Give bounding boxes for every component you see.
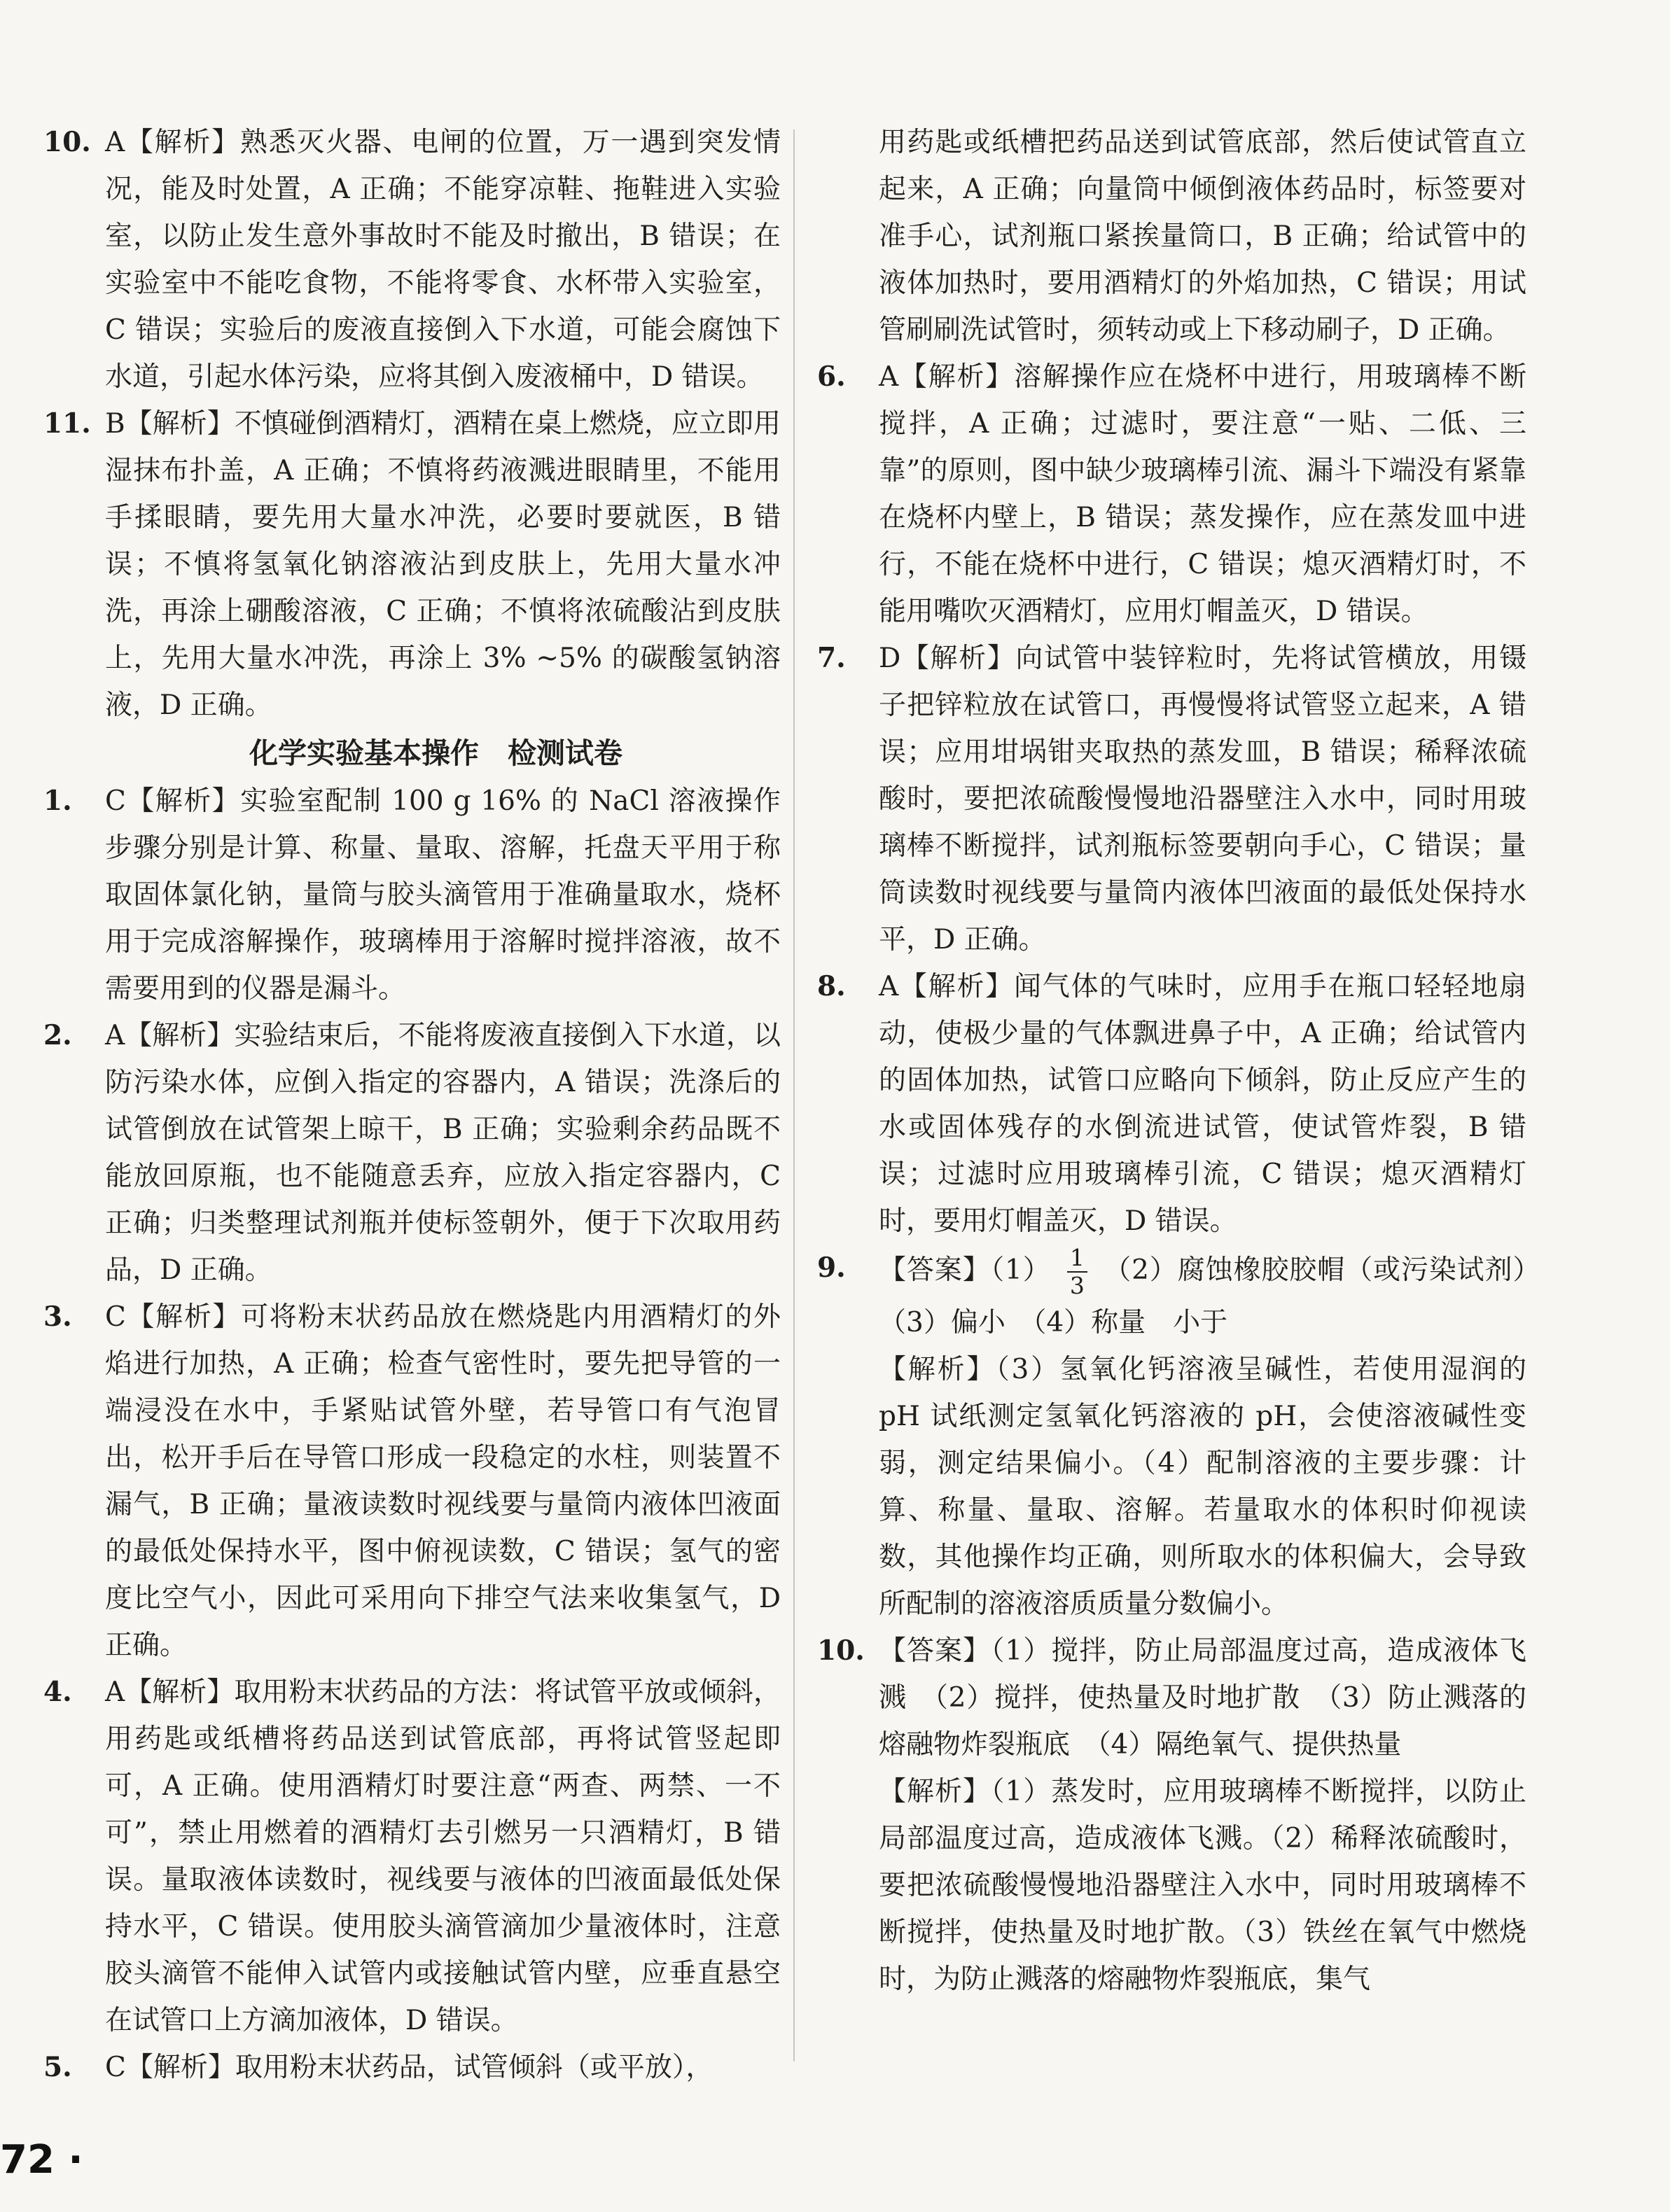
item-text: A【解析】闻气体的气味时，应用手在瓶口轻轻地扇动，使极少量的气体飘进鼻子中，A 正确；给试管内的固体加热，试管口应略向下倾斜，防止反应产生的水或固体残存的水倒流进试管，使试管炸裂，B 错误；过滤时应用玻璃棒引流，C 错误；熄灭酒精灯时，要用灯帽盖灭，D 错误。 [879, 971, 1526, 1237]
item-text: C【解析】可将粉末状药品放在燃烧匙内用酒精灯的外焰进行加热，A 正确；检查气密性时，要先把导管的一端浸没在水中，手紧贴试管外壁，若导管口有气泡冒出，松开手后在导管口形成一段稳定的水柱，则装置不漏气，B 正确；量液读数时视线要与量筒内液体凹液面的最低处保持水平，图中俯视读数，C 错误；氢气的密度比空气小，因此可采用向下排空气法来收集氢气，D 正确。 [105, 1301, 781, 1661]
answer-text: （2）腐蚀橡胶胶帽（或污染试剂） （3）偏小 （4）称量 小于 [879, 1254, 1554, 1338]
item-text: C【解析】实验室配制 100 g 16% 的 NaCl 溶液操作步骤分别是计算、称量、量取、溶解，托盘天平用于称取固体氯化钠，量筒与胶头滴管用于准确量取水，烧杯用于完成溶解操作，玻璃棒用于溶解时搅拌溶液，故不需要用到的仪器是漏斗。 [105, 785, 781, 1004]
item-number: 3. [43, 1301, 72, 1333]
answer-item-10-lab [809, 1628, 1526, 2003]
item-number: 7. [817, 642, 846, 674]
answer-prefix: 【答案】（1） [879, 1254, 1051, 1286]
answer-item-9 [809, 1244, 1554, 1628]
fraction-denominator: 3 [1069, 1272, 1085, 1299]
fraction [1067, 1245, 1087, 1299]
item-number: 2. [43, 1019, 72, 1051]
item-number: 9. [817, 1252, 846, 1284]
answer-item-10 [35, 119, 781, 400]
left-column [35, 119, 781, 2091]
item-text: A【解析】溶解操作应在烧杯中进行，用玻璃棒不断搅拌，A 正确；过滤时，要注意“一贴、二低、三靠”的原则，图中缺少玻璃棒引流、漏斗下端没有紧靠在烧杯内壁上，B 错误；蒸发操作，应在蒸发皿中进行，不能在烧杯中进行，C 错误；熄灭酒精灯时，不能用嘴吹灭酒精灯，应用灯帽盖灭，D 错误。 [879, 361, 1526, 627]
item-text: A【解析】熟悉灭火器、电闸的位置，万一遇到突发情况，能及时处置，A 正确；不能穿凉鞋、拖鞋进入实验室，以防止发生意外事故时不能及时撤出，B 错误；在实验室中不能吃食物，不能将零食、水杯带入实验室，C 错误；实验后的废液直接倒入下水道，可能会腐蚀下水道，引起水体污染，应将其倒入废液桶中，D 错误。 [105, 127, 781, 393]
item-text: A【解析】实验结束后，不能将废液直接倒入下水道，以防污染水体，应倒入指定的容器内，A 错误；洗涤后的试管倒放在试管架上晾干，B 正确；实验剩余药品既不能放回原瓶，也不能随意丢弃，应放入指定容器内，C 正确；归类整理试剂瓶并使标签朝外，便于下次取用药品，D 正确。 [105, 1020, 781, 1286]
answer-item-5 [35, 2044, 781, 2091]
section-title: 化学实验基本操作 检测试卷 [249, 736, 622, 770]
item-number: 11. [43, 407, 91, 440]
answer-item-7 [809, 635, 1526, 963]
answer-item-3 [35, 1294, 781, 1669]
answer-item-5-continued [809, 119, 1526, 354]
answer-text: 【答案】（1）搅拌，防止局部温度过高，造成液体飞溅 （2）搅拌，使热量及时地扩散 （3）防止溅落的熔融物炸裂瓶底 （4）隔绝氧气、提供热量 [879, 1635, 1526, 1760]
answer-item-2 [35, 1012, 781, 1294]
item-number: 8. [817, 970, 846, 1002]
analysis-text: 【解析】（3）氢氧化钙溶液呈碱性，若使用湿润的 pH 试纸测定氢氧化钙溶液的 pH，会使溶液碱性变弱，测定结果偏小。（4）配制溶液的主要步骤：计算、称量、量取、溶解。若量取水的体积时仰视读数，其他操作均正确，则所取水的体积偏大，会导致所配制的溶液溶质质量分数偏小。 [879, 1354, 1526, 1620]
item-number: 10. [817, 1634, 865, 1667]
item-text: 用药匙或纸槽把药品送到试管底部，然后使试管直立起来，A 正确；向量筒中倾倒液体药品时，标签要对准手心，试剂瓶口紧挨量筒口，B 正确；给试管中的液体加热时，要用酒精灯的外焰加热，C 错误；用试管刷刷洗试管时，须转动或上下移动刷子，D 正确。 [879, 127, 1526, 346]
item-text: C【解析】取用粉末状药品，试管倾斜（或平放）， [105, 2052, 714, 2083]
item-number: 6. [817, 360, 846, 393]
answer-item-8 [809, 963, 1526, 1245]
item-number: 4. [43, 1676, 72, 1708]
item-text: D【解析】向试管中装锌粒时，先将试管横放，用镊子把锌粒放在试管口，再慢慢将试管竖立起来，A 错误；应用坩埚钳夹取热的蒸发皿，B 错误；稀释浓硫酸时，要把浓硫酸慢慢地沿器壁注入水中，同时用玻璃棒不断搅拌，试剂瓶标签要朝向手心，C 错误；量筒读数时视线要与量筒内液体凹液面的最低处保持水平，D 正确。 [879, 643, 1526, 955]
fraction-numerator: 1 [1067, 1245, 1087, 1273]
answer-item-1 [35, 778, 781, 1012]
item-text: B【解析】不慎碰倒酒精灯，酒精在桌上燃烧，应立即用湿抹布扑盖，A 正确；不慎将药液溅进眼睛里，不能用手揉眼睛，要先用大量水冲洗，必要时要就医，B 错误；不慎将氢氧化钠溶液沾到皮肤上，先用大量水冲洗，再涂上硼酸溶液，C 正确；不慎将浓硫酸沾到皮肤上，先用大量水冲洗，再涂上 3% ~5% 的碳酸氢钠溶液，D 正确。 [105, 408, 781, 721]
item-number: 1. [43, 785, 72, 817]
answer-item-6 [809, 354, 1526, 635]
item-number: 10. [43, 126, 91, 158]
answer-item-11 [35, 400, 781, 729]
right-column [809, 119, 1554, 2003]
page-number: 72 · [0, 2137, 83, 2183]
analysis-text: 【解析】（1）蒸发时，应用玻璃棒不断搅拌，以防止局部温度过高，造成液体飞溅。（2）稀释浓硫酸时，要把浓硫酸慢慢地沿器壁注入水中，同时用玻璃棒不断搅拌，使热量及时地扩散。（3）铁丝在氧气中燃烧时，为防止溅落的熔融物炸裂瓶底，集气 [879, 1776, 1526, 1995]
item-number: 5. [43, 2051, 72, 2083]
answer-item-4 [35, 1669, 781, 2044]
item-text: A【解析】取用粉末状药品的方法：将试管平放或倾斜，用药匙或纸槽将药品送到试管底部，再将试管竖起即可，A 正确。使用酒精灯时要注意“两查、两禁、一不可”，禁止用燃着的酒精灯去引燃另一只酒精灯，B 错误。量取液体读数时，视线要与液体的凹液面最低处保持水平，C 错误。使用胶头滴管滴加少量液体时，注意胶头滴管不能伸入试管内或接触试管内壁，应垂直悬空在试管口上方滴加液体，D 错误。 [105, 1676, 781, 2036]
column-divider [793, 130, 795, 2062]
